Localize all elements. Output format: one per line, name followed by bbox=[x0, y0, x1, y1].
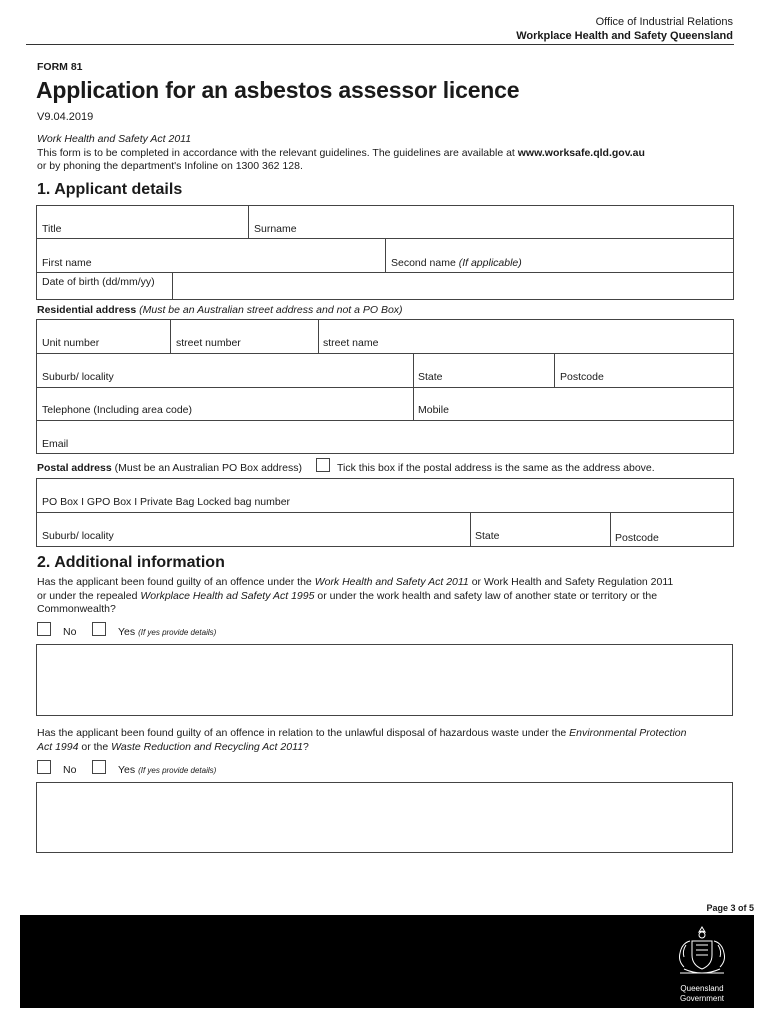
section1-heading: 1. Applicant details bbox=[37, 181, 183, 198]
form-version: V9.04.2019 bbox=[37, 111, 94, 123]
footer-band bbox=[20, 915, 754, 1008]
org-name: Office of Industrial Relations bbox=[595, 16, 733, 28]
postal-suburb-field[interactable]: Suburb/ locality bbox=[42, 530, 114, 542]
residential-hint: (Must be an Australian street address and not a PO Box) bbox=[139, 304, 403, 316]
residential-label: Residential address bbox=[37, 304, 137, 316]
second-name-field[interactable] bbox=[391, 257, 522, 269]
coat-of-arms-icon bbox=[672, 923, 732, 979]
divider bbox=[248, 205, 249, 238]
divider bbox=[36, 387, 734, 388]
q1-yes-checkbox[interactable] bbox=[92, 622, 106, 636]
gov-name-1: Queensland bbox=[680, 984, 724, 993]
q2-part2: or the bbox=[78, 740, 112, 753]
q1-act1: Work Health and Safety Act 2011 bbox=[314, 576, 469, 588]
q1-part2: or Work Health and Safety Regulation 2011 bbox=[468, 576, 674, 588]
q1-part5: Commonwealth? bbox=[37, 603, 116, 615]
q1-no-label: No bbox=[63, 626, 77, 638]
divider bbox=[470, 512, 471, 547]
worksafe-link[interactable]: www.worksafe.qld.gov.au bbox=[517, 146, 645, 159]
suburb-field[interactable]: Suburb/ locality bbox=[42, 371, 114, 383]
form-number: FORM 81 bbox=[37, 61, 83, 73]
postal-address-label bbox=[37, 462, 302, 474]
section2-heading: 2. Additional information bbox=[37, 554, 225, 571]
postcode-field[interactable]: Postcode bbox=[560, 371, 604, 383]
q1-part3: or under the repealed bbox=[37, 589, 141, 602]
second-name-label: Second name bbox=[391, 257, 456, 269]
divider bbox=[36, 420, 734, 421]
page-number: Page 3 of 5 bbox=[706, 903, 754, 913]
q1-part1: Has the applicant been found guilty of an offence under the bbox=[37, 576, 315, 588]
residential-address-label bbox=[37, 304, 403, 316]
street-name-field[interactable]: street name bbox=[323, 337, 379, 349]
divider bbox=[36, 353, 734, 354]
q1-yes-hint: (If yes provide details) bbox=[138, 628, 217, 637]
telephone-field[interactable]: Telephone (Including area code) bbox=[42, 404, 193, 416]
surname-field[interactable]: Surname bbox=[254, 223, 297, 235]
q2-part1: Has the applicant been found guilty of an offence in relation to the unlawful disposal of hazardous waste under the bbox=[37, 727, 570, 739]
divider bbox=[170, 319, 171, 353]
q2-no-label: No bbox=[63, 764, 77, 776]
same-address-label: Tick this box if the postal address is the same as the address above. bbox=[337, 462, 655, 474]
state-field[interactable]: State bbox=[418, 371, 443, 383]
postal-state-field[interactable]: State bbox=[475, 530, 500, 542]
divider bbox=[385, 238, 386, 272]
q2-yes-hint: (If yes provide details) bbox=[138, 766, 217, 775]
postal-label: Postal address bbox=[37, 462, 112, 474]
page-title: Application for an asbestos assessor licence bbox=[36, 77, 520, 103]
org-division: Workplace Health and Safety Queensland bbox=[516, 30, 733, 42]
question-2 bbox=[37, 727, 737, 754]
q1-act2: Workplace Health ad Safety Act 1995 bbox=[140, 589, 315, 602]
title-field[interactable]: Title bbox=[42, 223, 62, 235]
email-field[interactable]: Email bbox=[42, 438, 69, 450]
question-1 bbox=[37, 576, 737, 617]
intro-text bbox=[37, 133, 737, 174]
intro-line1: This form is to be completed in accordance with the relevant guidelines. The guidelines are available at bbox=[37, 146, 518, 159]
mobile-field[interactable]: Mobile bbox=[418, 404, 449, 416]
q1-yes-label bbox=[118, 626, 216, 638]
q2-details-textarea[interactable] bbox=[36, 782, 733, 853]
postal-hint: (Must be an Australian PO Box address) bbox=[114, 462, 302, 474]
divider bbox=[318, 319, 319, 353]
divider bbox=[554, 353, 555, 387]
q1-no-checkbox[interactable] bbox=[37, 622, 51, 636]
q1-details-textarea[interactable] bbox=[36, 644, 733, 716]
second-name-hint: (If applicable) bbox=[458, 257, 522, 269]
header-rule bbox=[26, 44, 734, 45]
dob-label: Date of birth (dd/mm/yy) bbox=[42, 276, 155, 288]
q1-part4: or under the work health and safety law of another state or territory or the bbox=[314, 589, 658, 602]
pobox-field[interactable]: PO Box I GPO Box I Private Bag Locked bag number bbox=[42, 496, 291, 508]
q2-act1: Environmental Protection bbox=[569, 727, 687, 739]
q1-yes-text: Yes bbox=[118, 626, 136, 638]
q2-yes-text: Yes bbox=[118, 764, 136, 776]
q2-yes-label bbox=[118, 764, 216, 776]
q2-yes-checkbox[interactable] bbox=[92, 760, 106, 774]
gov-name-2: Government bbox=[679, 994, 725, 1003]
q2-act2: Waste Reduction and Recycling Act 2011 bbox=[111, 740, 303, 753]
street-number-field[interactable]: street number bbox=[176, 337, 241, 349]
q2-act1b: Act 1994 bbox=[37, 740, 79, 753]
unit-number-field[interactable]: Unit number bbox=[42, 337, 100, 349]
divider bbox=[36, 512, 734, 513]
dob-field[interactable] bbox=[173, 273, 733, 299]
q2-part3: ? bbox=[302, 740, 309, 753]
postal-postcode-field[interactable]: Postcode bbox=[615, 532, 659, 544]
q2-no-checkbox[interactable] bbox=[37, 760, 51, 774]
intro-line2: or by phoning the department's Infoline on 1300 362 128. bbox=[37, 160, 303, 172]
first-name-field[interactable]: First name bbox=[42, 257, 92, 269]
same-address-checkbox[interactable] bbox=[316, 458, 330, 472]
divider bbox=[610, 512, 611, 547]
queensland-government-logo bbox=[672, 923, 732, 1004]
act-name: Work Health and Safety Act 2011 bbox=[37, 133, 192, 145]
org-header bbox=[516, 15, 733, 43]
